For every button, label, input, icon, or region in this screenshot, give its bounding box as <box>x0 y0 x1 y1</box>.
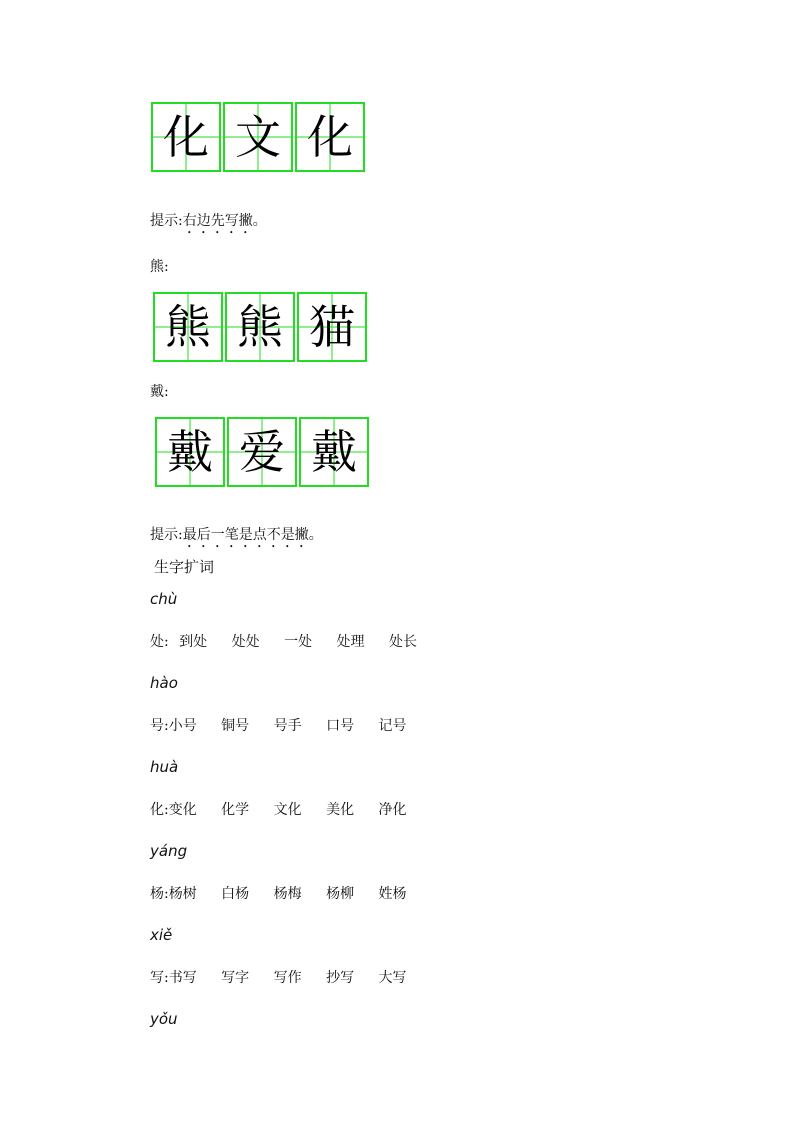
char-cell <box>155 417 225 487</box>
word-head: 化: <box>150 802 169 818</box>
word: 号手 <box>273 718 302 734</box>
char: 爱 <box>239 425 285 479</box>
word: 文化 <box>273 802 302 818</box>
char-cell <box>295 102 365 172</box>
char-grid-row-1 <box>151 102 367 172</box>
word: 处处 <box>231 634 260 650</box>
word: 净化 <box>378 802 407 818</box>
label-dai: 戴: <box>150 384 169 400</box>
word-head: 杨: <box>150 886 169 902</box>
tip-1 <box>150 210 267 237</box>
char: 戴 <box>311 425 357 479</box>
word-list-0 <box>150 631 437 651</box>
word-list-3 <box>150 883 427 903</box>
word: 铜号 <box>221 718 250 734</box>
char-cell <box>153 292 223 362</box>
word: 杨梅 <box>273 886 302 902</box>
char: 化 <box>163 110 209 164</box>
word: 姓杨 <box>378 886 407 902</box>
char-cell <box>223 102 293 172</box>
word: 一处 <box>284 634 313 650</box>
label-xiong: 熊: <box>150 259 169 275</box>
char-grid-row-3 <box>155 417 371 487</box>
word: 小号 <box>168 718 197 734</box>
char-cell <box>227 417 297 487</box>
char-cell <box>151 102 221 172</box>
word: 化学 <box>221 802 250 818</box>
char-cell <box>299 417 369 487</box>
char-cell <box>297 292 367 362</box>
word-list-2 <box>150 799 427 819</box>
word-list-4 <box>150 967 427 987</box>
word-head: 号: <box>150 718 169 734</box>
pinyin-1: hào <box>150 674 178 692</box>
word: 口号 <box>326 718 355 734</box>
pinyin-4: xiě <box>150 926 173 944</box>
tip-1-label: 提示: <box>150 213 183 229</box>
pinyin-5: yǒu <box>150 1010 178 1028</box>
word: 记号 <box>378 718 407 734</box>
tip-2 <box>150 524 323 551</box>
word-list-1 <box>150 715 427 735</box>
word: 写作 <box>273 970 302 986</box>
word: 书写 <box>168 970 197 986</box>
word: 变化 <box>168 802 197 818</box>
word: 处长 <box>388 634 417 650</box>
word: 美化 <box>326 802 355 818</box>
tip-2-label: 提示: <box>150 527 183 543</box>
word-head: 处: <box>150 634 169 650</box>
word: 到处 <box>179 634 208 650</box>
word: 白杨 <box>221 886 250 902</box>
tip-1-text: 右边先写撇。 <box>182 213 267 229</box>
word-head: 写: <box>150 970 169 986</box>
word: 杨柳 <box>326 886 355 902</box>
char: 文 <box>235 110 281 164</box>
word: 大写 <box>378 970 407 986</box>
pinyin-2: huà <box>150 758 179 776</box>
char: 熊 <box>237 300 283 354</box>
word: 处理 <box>336 634 365 650</box>
char: 化 <box>307 110 353 164</box>
pinyin-0: chù <box>150 590 178 608</box>
char: 猫 <box>309 300 355 354</box>
pinyin-3: yáng <box>150 842 188 860</box>
word: 写字 <box>221 970 250 986</box>
char-cell <box>225 292 295 362</box>
word: 杨树 <box>168 886 197 902</box>
char-grid-row-2 <box>153 292 369 362</box>
section-title: 生字扩词 <box>154 558 215 576</box>
char: 熊 <box>165 300 211 354</box>
char: 戴 <box>167 425 213 479</box>
tip-2-text: 最后一笔是点不是撇。 <box>182 527 323 543</box>
word: 抄写 <box>326 970 355 986</box>
